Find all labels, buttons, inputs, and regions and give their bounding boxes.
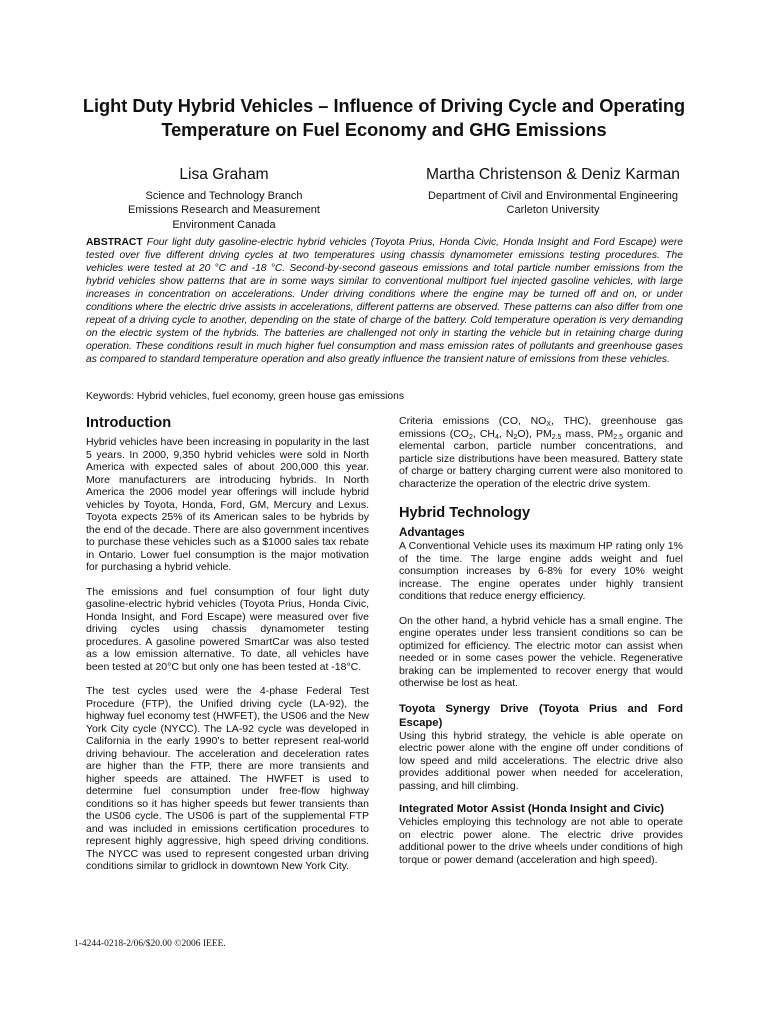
affiliation-line: Carleton University <box>506 204 600 217</box>
toyota-synergy-heading: Toyota Synergy Drive (Toyota Prius and Ford Escape) <box>399 702 683 729</box>
author-block-left <box>96 164 352 232</box>
honda-ima-heading: Integrated Motor Assist (Honda Insight and Civic) <box>399 803 665 815</box>
honda-ima-paragraph: Vehicles employing this technology are not able to operate on electric power alone. The electric drive provides additional power to the drive wheels under conditions of high torque or power demand (acceleration and high speed). <box>399 816 683 866</box>
right-column <box>399 415 683 866</box>
copyright-footer: 1-4244-0218-2/06/$20.00 ©2006 IEEE. <box>74 939 226 949</box>
hybrid-technology-heading: Hybrid Technology <box>399 505 531 521</box>
abstract-label: ABSTRACT <box>86 237 143 248</box>
introduction-heading: Introduction <box>86 415 172 431</box>
affiliation-line: Environment Canada <box>172 218 276 231</box>
advantages-heading: Advantages <box>399 526 465 539</box>
advantages-paragraph: On the other hand, a hybrid vehicle has a small engine. The engine operates under less transient conditions so can be optimized for efficiency. The electric motor can assist when needed or in some cases power the vehicle. Regenerative braking can be implemented to recover energy that would otherwise be lost as heat. <box>399 614 683 689</box>
introduction-paragraph: The test cycles used were the 4-phase Federal Test Procedure (FTP), the Unified driving cycle (LA-92), the highway fuel economy test (HWFET), the US06 and the New York City cycle (NYCC). The LA-92 cycle was developed in California in the early 1990’s to better represent real-world driving behaviour. The acceleration and deceleration rates are higher than the FTP, there are more transients and higher speeds are attained. The HWFET is used to determine fuel consumption under free-flow highway conditions so it has higher speeds but fewer transients than the US06 cycle. The US06 is part of the supplemental FTP and was included in emissions certification procedures to represent highly aggressive, high speed driving conditions. The NYCC was used to represent congested urban driving conditions similar to gridlock in downtown New York City. <box>86 685 369 872</box>
paper-title: Light Duty Hybrid Vehicles – Influence of Driving Cycle and Operating Temperature on Fuel Economy and GHG Emissions <box>82 96 686 140</box>
left-column <box>86 414 369 873</box>
introduction-paragraph: Hybrid vehicles have been increasing in popularity in the last 5 years. In 2000, 9,350 hybrid vehicles were sold in North America with expected sales of about 200,000 this year. More manufacturers are introducing hybrids. In North America the 2006 model year offerings will include hybrid vehicles by Toyota, Honda, Ford, GM, Mercury and Lexus. Toyota expects 25% of its American sales to be hybrids by the end of the decade. There are also government incentives to purchase these vehicles such as a $1000 sales tax rebate in Ontario. Lower fuel consumption is the major motivation for purchasing a hybrid vehicle. <box>86 436 369 573</box>
abstract <box>86 236 683 366</box>
affiliation-line: Science and Technology Branch <box>145 190 303 202</box>
keywords: Keywords: Hybrid vehicles, fuel economy, green house gas emissions <box>86 391 405 402</box>
affiliation-line: Department of Civil and Environmental Engineering <box>427 190 679 202</box>
introduction-paragraph: The emissions and fuel consumption of four light duty gasoline-electric hybrid vehicles (Toyota Prius, Honda Civic, Honda Insight, and Ford Escape) were measured over five driving cycles using chassis dynamometer testing procedures. A gasoline powered SmartCar was also tested as a low emission alternative. To date, all vehicles have been tested at 20°C but only one has been tested at -18°C. <box>86 585 369 673</box>
author-name: Lisa Graham <box>179 166 269 183</box>
affiliation-line: Emissions Research and Measurement <box>128 204 320 217</box>
advantages-paragraph: A Conventional Vehicle uses its maximum HP rating only 1% of the time. The large engine adds weight and fuel consumption increases by 6-8% for every 10% weight increase. The engine operates under highly transient conditions that reduce energy efficiency. <box>399 540 683 602</box>
author-name: Martha Christenson & Deniz Karman <box>426 166 680 183</box>
criteria-emissions-paragraph: Criteria emissions (CO, $NO_X$, THC), greenhouse gas emissions ($CO_2$, $CH_4$, $N_2O$), $PM_{2.5}$ mass, $PM_{2.5}$ organic and elemental carbon, particle number concentrations, and particle size distributions have been measured. Battery state of charge or battery charging current were also monitored to characterize the operation of the electric drive system. <box>399 415 684 490</box>
author-block-right <box>383 164 723 218</box>
abstract-text: Four light duty gasoline-electric hybrid vehicles (Toyota Prius, Honda Civic, Honda Insight and Ford Escape) were tested over five different driving cycles at two temperatures using chassis dynamometer emissions testing procedures. The vehicles were tested at 20 °C and -18 °C. Second-by-second gaseous emissions and total particle number emissions from the hybrid vehicles show patterns that are in some ways similar to conventional multiport fuel injected gasoline vehicles, with large increases in concentration on accelerations. Under driving conditions where the engine may be turned off and on, or under conditions where the electric drive assists in accelerations, different patterns are observed. These patterns can also differ from one repeat of a driving cycle to another, depending on the state of charge of the battery. Cold temperature operation is very demanding on the electric system of the hybrids. The batteries are challenged not only in starting the vehicle but in retaining charge during operation. These conditions result in much higher fuel consumption and mass emission rates of pollutants and greenhouse gases as compared to standard temperature operation and also greatly influence the transient nature of emissions from these vehicles. <box>86 237 683 365</box>
toyota-synergy-paragraph: Using this hybrid strategy, the vehicle is able operate on electric power alone with the engine off under conditions of low speed and mild accelerations. The electric drive also provides additional power when needed for acceleration, passing, and hill climbing. <box>399 729 683 792</box>
